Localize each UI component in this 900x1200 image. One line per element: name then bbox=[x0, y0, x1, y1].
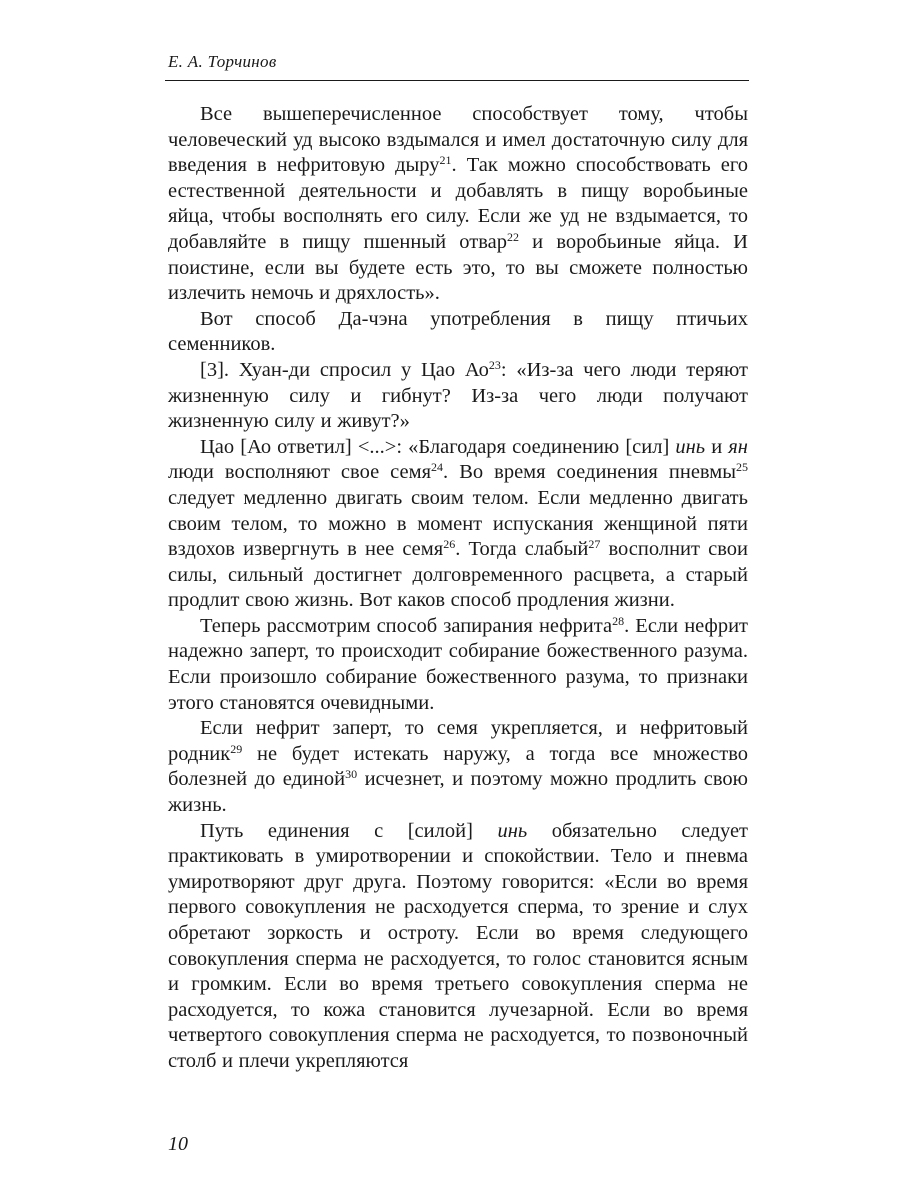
running-head: Е. А. Торчинов bbox=[168, 52, 277, 71]
paragraph: Если нефрит заперт, то семя укрепляется, и нефритовый родник$^{29}$ не будет истекать наружу, а тогда все множество болезней до единой$^{30}$ исчезнет, и поэтому можно продлить свою жизнь. bbox=[168, 717, 748, 817]
paragraph: Вот способ Да-чэна употребления в пищу птичьих семенников. bbox=[168, 307, 748, 356]
paragraph: [3]. Хуан-ди спросил у Цао $Ао^{23}$: «Из-за чего люди теряют жизненную силу и гибнут? Из-за чего люди получают жизненную силу и живут?» bbox=[168, 357, 748, 433]
paragraph: Путь единения с [силой] инь обязательно следует практиковать в умиротворении и спокойствии. Тело и пневма умиротворяют друг друга. Поэтому говорится: «Если во время первого совокупления не расходуется сперма, то зрение и слух обретают зоркость и остроту. Если во время следующего совокупления сперма не расходуется, то голос становится ясным и громким. Если во время третьего совокупления сперма не расходуется, то кожа становится лучезарной. Если во время четвертого совокупления сперма не расходуется, то позвоночный столб и плечи укрепляются bbox=[168, 819, 748, 1072]
page-number: 10 bbox=[168, 1133, 188, 1155]
header-rule bbox=[165, 80, 749, 81]
body-text bbox=[168, 102, 748, 1075]
paragraph: Все вышеперечисленное способствует тому, чтобы человеческий уд высоко вздымался и имел достаточную силу для введения в нефритовую дыру$^{21}$. Так можно способствовать его естественной деятельности и добавлять в пищу воробьиные яйца, чтобы восполнять его силу. Если же уд не вздымается, то добавляйте в пищу пшенный отвар$^{22}$ и воробьиные яйца. И поистине, если вы будете есть это, то вы сможете полностью излечить немочь и дряхлость». bbox=[168, 103, 748, 305]
paragraph: Цао [Ао ответил] <...>: «Благодаря соединению [сил] инь и ян люди восполняют свое семя$^{24}$. Во время соединения пневмы$^{25}$ следует медленно двигать своим телом. Если медленно двигать своим телом, то можно в момент испускания женщиной пяти вздохов извергнуть в нее семя$^{26}$. Тогда слабый$^{27}$ восполнит свои силы, сильный достигнет долговременного расцвета, а старый продлит свою жизнь. Вот каков способ продления жизни. bbox=[168, 435, 748, 612]
paragraph: Теперь рассмотрим способ запирания нефрита$^{28}$. Если нефрит надежно заперт, то происходит собирание божественного разума. Если произошло собирание божественного разума, то признаки этого становятся очевидными. bbox=[168, 613, 748, 714]
